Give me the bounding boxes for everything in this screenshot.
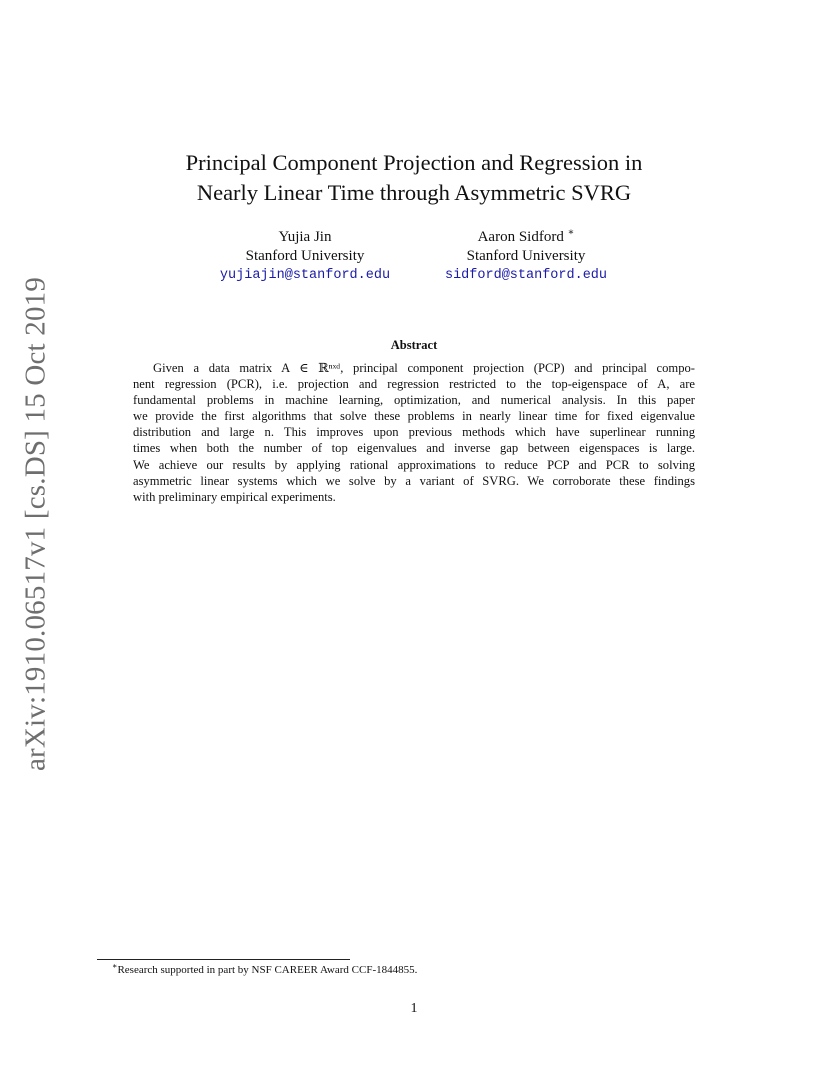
abstract-line: fundamental problems in machine learning, optimization, and numerical analysis. In this paper	[133, 393, 695, 408]
author-name-line	[420, 228, 632, 247]
footnote-text: Research supported in part by NSF CAREER Award CCF-1844855.	[117, 964, 418, 976]
abstract-line: We achieve our results by applying rational approximations to reduce PCP and PCR to solving	[133, 457, 695, 472]
abstract-line: times when both the number of top eigenvalues and inverse gap between eigenspaces is large.	[133, 441, 695, 456]
arxiv-identifier-stamp: arXiv:1910.06517v1 [cs.DS] 15 Oct 2019	[19, 276, 52, 772]
author-affiliation: Stanford University	[466, 248, 586, 264]
title-line-2: Nearly Linear Time through Asymmetric SVRG	[196, 180, 632, 205]
author-affiliation: Stanford University	[245, 248, 365, 264]
footnote-marker[interactable]: ∗	[567, 227, 575, 238]
abstract-body	[133, 360, 695, 505]
abstract-line: with preliminary empirical experiments.	[133, 489, 336, 504]
author-block-1	[200, 228, 410, 285]
title-line-1: Principal Component Projection and Regression in	[185, 150, 643, 175]
abstract-heading: Abstract	[390, 338, 438, 352]
abstract-line: Given a data matrix A ∈ ℝⁿˣᵈ, principal component projection (PCP) and principal compo-	[153, 361, 695, 375]
abstract-line: asymmetric linear systems which we solve by a variant of SVRG. We corroborate these findings	[133, 473, 695, 488]
abstract-line: we provide the first algorithms that solve these problems in nearly linear time for fixed eigenvalue	[133, 409, 695, 424]
author-block-2	[420, 228, 632, 285]
author-email-link[interactable]: sidford@stanford.edu	[444, 268, 608, 283]
paper-title	[0, 148, 828, 208]
page-number: 1	[410, 1001, 418, 1016]
author-name: Yujia Jin	[278, 229, 332, 245]
footnote	[112, 961, 418, 976]
footnote-divider	[97, 959, 350, 960]
abstract-line: nent regression (PCR), i.e. projection and regression restricted to the top-eigenspace of A, are	[133, 377, 695, 392]
author-email-link[interactable]: yujiajin@stanford.edu	[219, 268, 391, 283]
footnote-marker: ∗	[112, 961, 118, 971]
abstract-line: distribution and large n. This improves upon previous methods which have superlinear running	[133, 425, 695, 440]
author-name: Aaron Sidford	[477, 229, 564, 245]
